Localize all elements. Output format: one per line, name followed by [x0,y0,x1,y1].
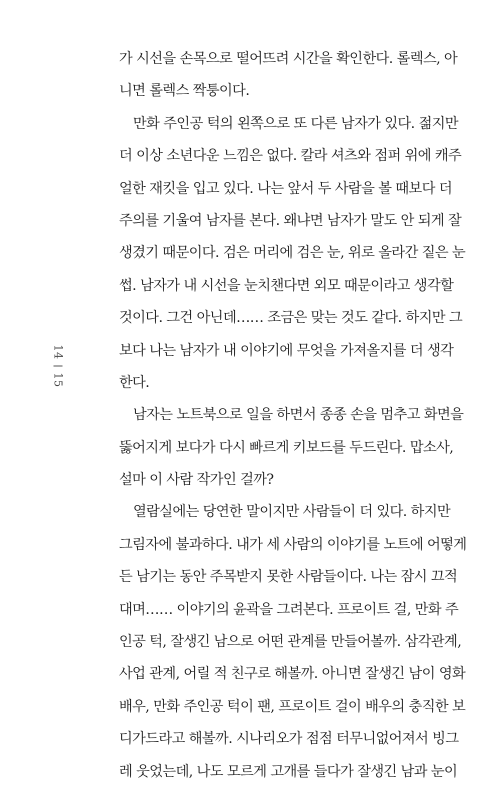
text-line: 설마 이 사람 작가인 걸까? [119,472,274,489]
text-line: 것이다. 그건 아닌데…… 조금은 맞는 것도 같다. 하지만 그 [119,310,463,327]
folio-right-page-number: 15 [51,372,65,388]
text-line: 한다. [119,374,150,391]
text-line: 얼한 재킷을 입고 있다. 나는 앞서 두 사람을 볼 때보다 더 [119,180,452,197]
paragraph-start-line: 만화 주인공 턱의 왼쪽으로 또 다른 남자가 있다. 젊지만 [133,115,459,132]
body-text [119,43,467,788]
text-line: 가 시선을 손목으로 떨어뜨려 시간을 확인한다. 롤렉스, 아 [119,51,458,67]
text-line: 더 이상 소년다운 느낌은 없다. 칼라 셔츠와 점퍼 위에 캐주 [119,148,462,165]
text-line: 배우, 만화 주인공 턱이 팬, 프로이트 걸이 배우의 충직한 보 [119,698,466,715]
text-line: 인공 턱, 잘생긴 남으로 어떤 관계를 만들어볼까. 삼각관계, [119,634,462,651]
folio-separator [54,366,63,367]
text-line: 사업 관계, 어릴 적 친구로 해볼까. 아니면 잘생긴 남이 영화 [119,666,466,683]
text-line: 든 남기는 동안 주목받지 못한 사람들이다. 나는 잠시 끄적 [119,569,458,586]
text-line: 레 웃었는데, 나도 모르게 고개를 들다가 잘생긴 남과 눈이 [119,763,458,780]
paragraph-start-line: 열람실에는 당연한 말이지만 사람들이 더 있다. 하지만 [133,504,451,521]
text-line: 주의를 기울여 남자를 본다. 왜냐면 남자가 말도 안 되게 잘 [119,212,462,229]
text-line: 니면 롤렉스 짝퉁이다. [119,83,250,100]
text-line: 생겼기 때문이다. 검은 머리에 검은 눈, 위로 올라간 짙은 눈 [119,245,466,262]
text-line: 디가드라고 해볼까. 시나리오가 점점 터무니없어져서 빙그 [119,731,459,748]
text-line: 보다 나는 남자가 내 이야기에 무엇을 가져올지를 더 생각 [119,342,454,359]
paragraph-start-line: 남자는 노트북으로 일을 하면서 종종 손을 멈추고 화면을 [133,407,464,424]
text-line: 뚫어지게 보다가 다시 빠르게 키보드를 두드린다. 맙소사, [119,439,454,456]
text-line: 대며…… 이야기의 윤곽을 그려본다. 프로이트 걸, 만화 주 [119,601,459,618]
text-line: 썹. 남자가 내 시선을 눈치챈다면 외모 때문이라고 생각할 [119,277,454,294]
folio-left-page-number: 14 [51,344,65,360]
text-line: 그림자에 불과하다. 내가 세 사람의 이야기를 노트에 어떻게 [119,536,467,553]
page-folio [52,345,65,388]
